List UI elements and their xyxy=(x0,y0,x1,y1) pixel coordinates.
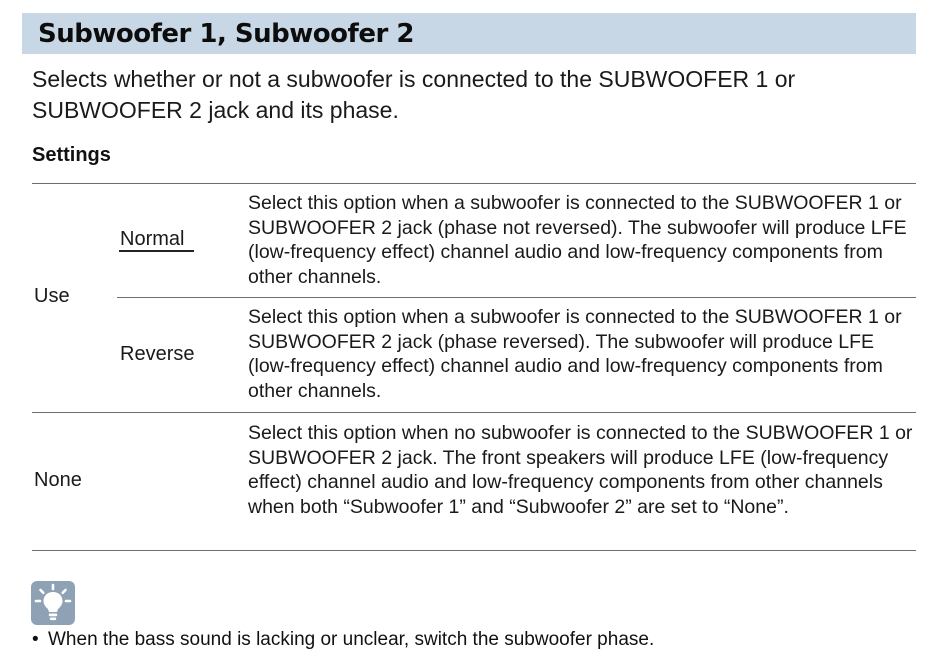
group-label-none: None xyxy=(34,469,82,491)
settings-heading: Settings xyxy=(32,144,111,166)
option-divider-rule xyxy=(117,297,916,298)
section-description: Selects whether or not a subwoofer is connected to the SUBWOOFER 1 or SUBWOOFER 2 jack and its phase. xyxy=(32,66,796,123)
tip-list-item xyxy=(32,628,654,652)
option-label-reverse: Reverse xyxy=(120,343,195,365)
tip-text: When the bass sound is lacking or unclear, switch the subwoofer phase. xyxy=(48,629,655,650)
section-header xyxy=(22,13,916,54)
option-description-normal: Select this option when a subwoofer is connected to the SUBWOOFER 1 or SUBWOOFER 2 jack (phase not reversed). The subwoofer will produce LFE (low-frequency effect) channel audio and low-frequency components from other channels. xyxy=(248,192,907,288)
lightbulb-icon xyxy=(31,581,75,625)
option-description-none: Select this option when no subwoofer is connected to the SUBWOOFER 1 or SUBWOOFER 2 jack. The front speakers will produce LFE (low-frequency effect) channel audio and low-frequency components from other channels when both “Subwoofer 1” and “Subwoofer 2” are set to “None”. xyxy=(248,422,913,518)
table-top-rule xyxy=(32,183,916,184)
bullet-marker: • xyxy=(32,629,39,650)
group-label-use: Use xyxy=(34,285,70,307)
option-label-normal: Normal xyxy=(120,228,185,250)
table-bottom-rule xyxy=(32,550,916,551)
section-title: Subwoofer 1, Subwoofer 2 xyxy=(38,19,414,49)
default-marker xyxy=(119,250,194,252)
group-divider-rule xyxy=(32,412,916,413)
option-description-reverse: Select this option when a subwoofer is connected to the SUBWOOFER 1 or SUBWOOFER 2 jack (phase reversed). The subwoofer will produce LFE (low-frequency effect) channel audio and low-frequency components from other channels. xyxy=(248,306,902,402)
